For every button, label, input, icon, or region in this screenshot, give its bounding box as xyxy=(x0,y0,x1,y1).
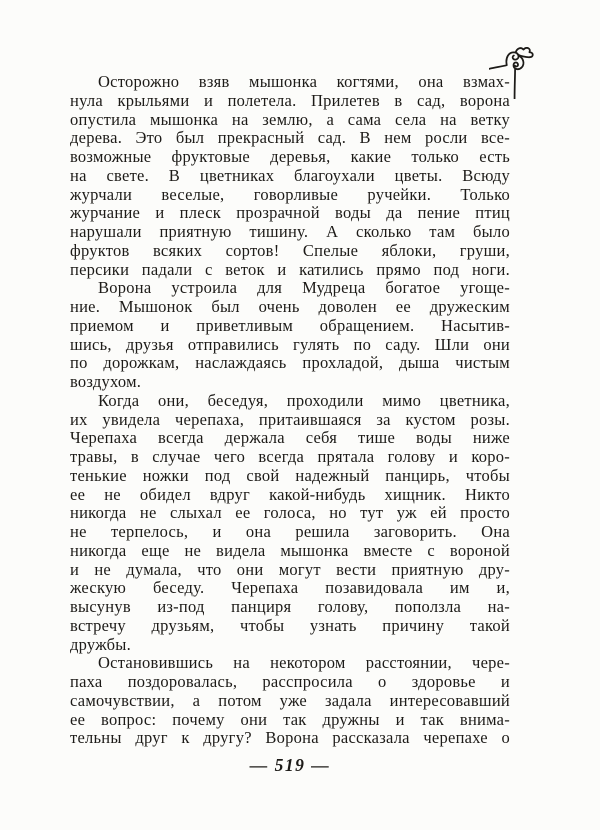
text-line: тенькие ножки под свой надежный панцирь, чтобы xyxy=(70,466,510,485)
paragraph xyxy=(70,392,510,655)
text-line: и не думала, что они могут вести приятную дру- xyxy=(70,560,510,579)
text-line: фруктов всяких сортов! Спелые яблоки, груши, xyxy=(70,241,510,260)
text-line: жескую беседу. Черепаха позавидовала им и, xyxy=(70,579,510,598)
text-line: Черепаха всегда держала себя тише воды ниже xyxy=(70,429,510,448)
text-line: Ворона устроила для Мудреца богатое угоще- xyxy=(98,279,510,298)
text-line: ее не обидел вдруг какой-нибудь хищник. Никто xyxy=(70,485,510,504)
text-block xyxy=(70,73,510,748)
text-line: возможные фруктовые деревья, какие только есть xyxy=(70,148,510,166)
text-line: никогда еще не видела мышонка вместе с вороной xyxy=(70,541,510,560)
text-line: тельны друг к другу? Ворона рассказала черепахе о xyxy=(70,729,510,748)
text-line: Когда они, беседуя, проходили мимо цветника, xyxy=(98,391,510,410)
text-line: на свете. В цветниках благоухали цветы. Всюду xyxy=(70,166,510,185)
paragraph xyxy=(70,73,510,279)
text-line: шись, друзья отправились гулять по саду. Шли они xyxy=(70,335,510,354)
text-line: никогда не слыхал ее голоса, но тут уж ей просто xyxy=(70,504,510,523)
text-line: самочувствии, а потом уже задала интересовавший xyxy=(70,691,510,710)
text-line: Осторожно взяв мышонка когтями, она взмах- xyxy=(98,73,510,91)
text-line: приемом и приветливым обращением. Насытив- xyxy=(70,316,510,335)
text-line: травы, в случае чего всегда прятала голову и коро- xyxy=(70,448,510,466)
text-line: высунув из-под панциря голову, поползла на- xyxy=(70,598,510,616)
text-line: по дорожкам, наслаждаясь прохладой, дыша чистым xyxy=(70,354,510,373)
text-line: встречу друзьям, чтобы узнать причину такой xyxy=(70,616,510,635)
text-line: журчание и плеск прозрачной воды да пение птиц xyxy=(70,204,510,223)
text-line: Остановившись на некотором расстоянии, чере- xyxy=(98,654,510,673)
text-line: опустила мышонка на землю, а сама села на ветку xyxy=(70,110,510,129)
text-line: их увидела черепаха, притаившаяся за кустом розы. xyxy=(70,410,510,429)
text-line: ние. Мышонок был очень доволен ее дружеским xyxy=(70,298,510,316)
paragraph xyxy=(70,279,510,392)
text-line: не терпелось, и она решила заговорить. Она xyxy=(70,523,510,541)
text-line: нула крыльями и полетела. Прилетев в сад, ворона xyxy=(70,91,510,110)
text-line: дружбы. xyxy=(70,635,131,654)
text-line: персики падали с веток и катились прямо под ноги. xyxy=(70,260,510,279)
page-number: — 519 — xyxy=(249,755,331,775)
text-line: журчали веселые, говорливые ручейки. Только xyxy=(70,185,510,204)
text-line: паха поздоровалась, расспросила о здоровье и xyxy=(70,673,510,691)
text-line: дерева. Это был прекрасный сад. В нем росли все- xyxy=(70,129,510,148)
text-line: ее вопрос: почему они так дружны и так внима- xyxy=(70,710,510,729)
text-line: нарушали приятную тишину. А сколько там было xyxy=(70,223,510,241)
text-line: воздухом. xyxy=(70,373,142,391)
paragraph xyxy=(70,654,510,748)
